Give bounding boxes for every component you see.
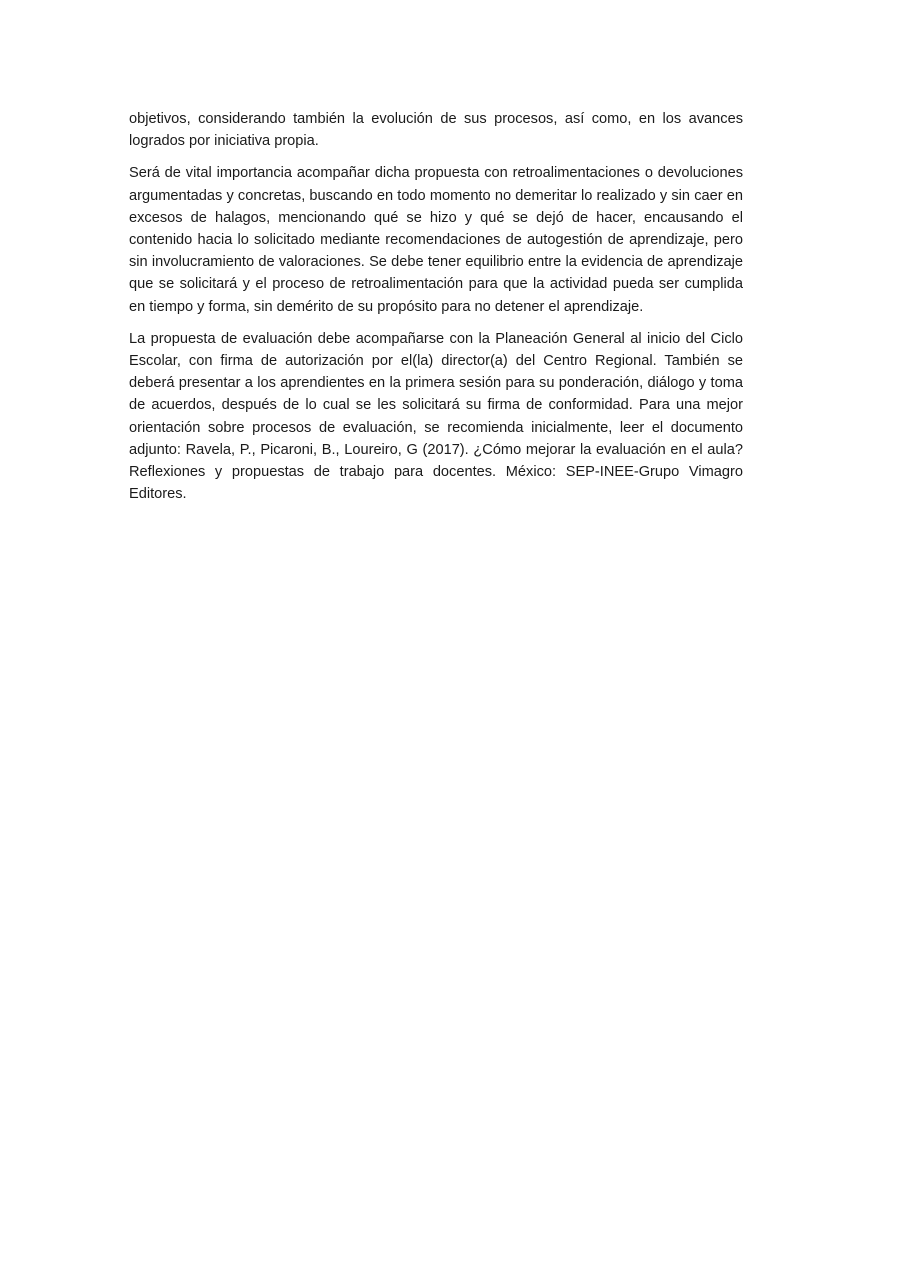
paragraph-2: Será de vital importancia acompañar dicha propuesta con retroalimentaciones o devoluciones argumentadas y concretas, buscando en todo momento no demeritar lo realizado y sin caer en excesos de halagos, mencionando qué se hizo y qué se dejó de hacer, encausando el contenido hacia lo solicitado mediante recomendaciones de autogestión de aprendizaje, pero sin involucramiento de valoraciones. Se debe tener equilibrio entre la evidencia de aprendizaje que se solicitará y el proceso de retroalimentación para que la actividad pueda ser cumplida en tiempo y forma, sin demérito de su propósito para no detener el aprendizaje. [129, 165, 743, 315]
document-body [129, 108, 743, 515]
paragraph-3: La propuesta de evaluación debe acompañarse con la Planeación General al inicio del Ciclo Escolar, con firma de autorización por el(la) director(a) del Centro Regional. También se deberá presentar a los aprendientes en la primera sesión para su ponderación, diálogo y toma de acuerdos, después de lo cual se les solicitará su firma de conformidad. Para una mejor orientación sobre procesos de evaluación, se recomienda inicialmente, leer el documento adjunto: Ravela, P., Picaroni, B., Loureiro, G (2017). ¿Cómo mejorar la evaluación en el aula? Reflexiones y propuestas de trabajo para docentes. México: SEP-INEE-Grupo Vimagro Editores. [129, 330, 743, 503]
paragraph-1: objetivos, considerando también la evolución de sus procesos, así como, en los avances logrados por iniciativa propia. [129, 111, 743, 150]
